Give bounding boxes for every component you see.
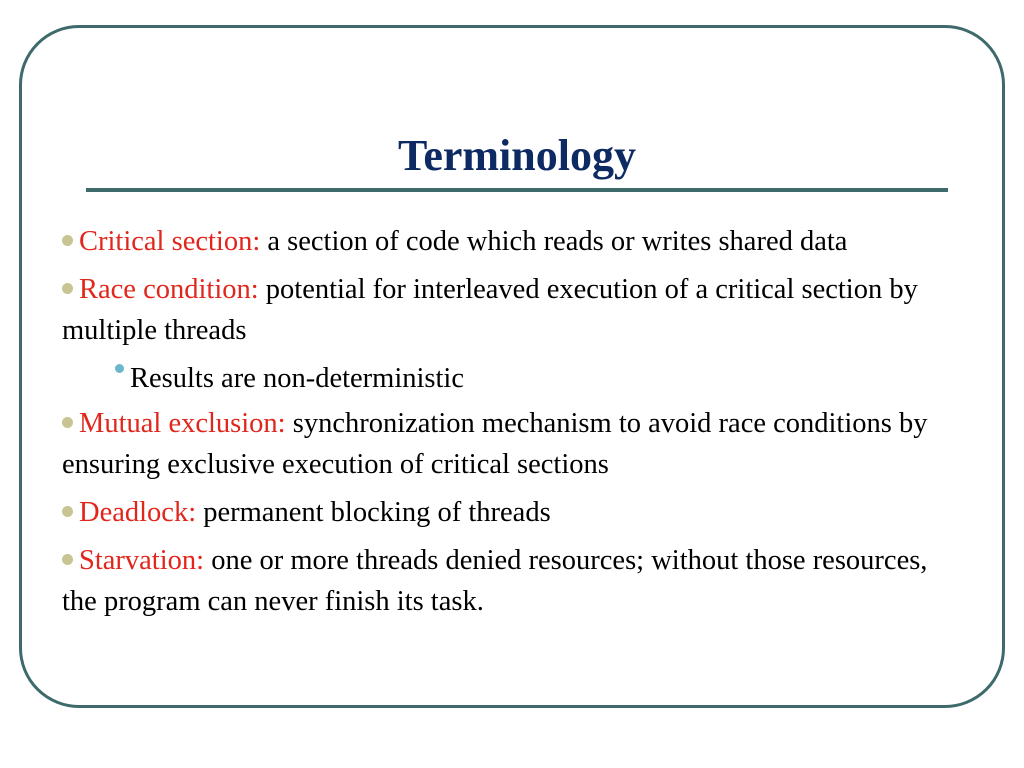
- term-label: Race condition:: [79, 274, 259, 305]
- list-item-race-condition: [62, 269, 962, 351]
- bullet-icon: [62, 506, 73, 517]
- bullet-icon: [62, 554, 73, 565]
- list-item-mutual-exclusion: [62, 403, 962, 485]
- sub-item-text: Results are non-deterministic: [130, 363, 464, 394]
- bullet-icon: [62, 283, 73, 294]
- bullet-icon: [62, 417, 73, 428]
- list-item-deadlock: [62, 492, 962, 533]
- term-label: Starvation:: [79, 545, 205, 576]
- list-item-starvation: [62, 540, 962, 622]
- term-definition: potential for interleaved execution of a critical section by multiple threads: [62, 274, 918, 346]
- bullet-list: [62, 221, 962, 629]
- term-definition: one or more threads denied resources; without those resources, the program can never finish its task.: [62, 545, 928, 617]
- title-underline: [86, 188, 948, 192]
- term-label: Critical section:: [79, 226, 261, 257]
- term-definition: permanent blocking of threads: [196, 497, 551, 528]
- list-item-critical-section: [62, 221, 962, 262]
- term-definition: a section of code which reads or writes shared data: [260, 226, 848, 257]
- term-label: Mutual exclusion:: [79, 408, 286, 439]
- sub-item-non-deterministic: [62, 358, 962, 399]
- sub-bullet-icon: [115, 364, 124, 373]
- term-label: Deadlock:: [79, 497, 197, 528]
- term-definition: synchronization mechanism to avoid race conditions by ensuring exclusive execution of critical sections: [62, 408, 928, 480]
- slide-title: Terminology: [398, 131, 636, 180]
- bullet-icon: [62, 235, 73, 246]
